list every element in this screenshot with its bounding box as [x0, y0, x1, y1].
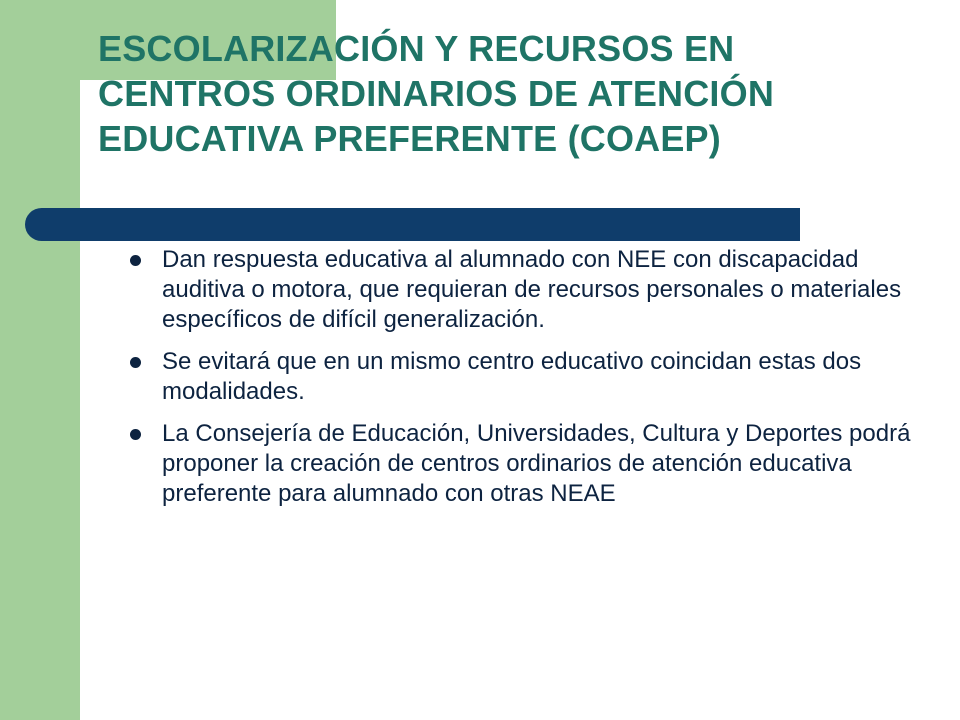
- bullet-dot-icon: [130, 429, 141, 440]
- bullet-text: Se evitará que en un mismo centro educativo coincidan estas dos modalidades.: [162, 348, 862, 405]
- bullet-item: [126, 419, 914, 509]
- bullet-text: Dan respuesta educativa al alumnado con NEE con discapacidad auditiva o motora, que requieran de recursos personales o materiales específicos de difícil generalización.: [162, 246, 902, 333]
- bullet-dot-icon: [130, 357, 141, 368]
- left-green-band: [0, 0, 80, 720]
- bullet-list: [126, 245, 926, 521]
- title-underline-bar: [25, 208, 800, 241]
- bullet-item: [126, 245, 914, 335]
- bullet-item: [126, 347, 914, 407]
- bullet-dot-icon: [130, 255, 141, 266]
- bullet-text: La Consejería de Educación, Universidades, Cultura y Deportes podrá proponer la creación de centros ordinarios de atención educativa preferente para alumnado con otras NEAE: [162, 420, 911, 507]
- slide-title: ESCOLARIZACIÓN Y RECURSOS EN CENTROS ORDINARIOS DE ATENCIÓN EDUCATIVA PREFERENTE (COAEP): [98, 28, 775, 159]
